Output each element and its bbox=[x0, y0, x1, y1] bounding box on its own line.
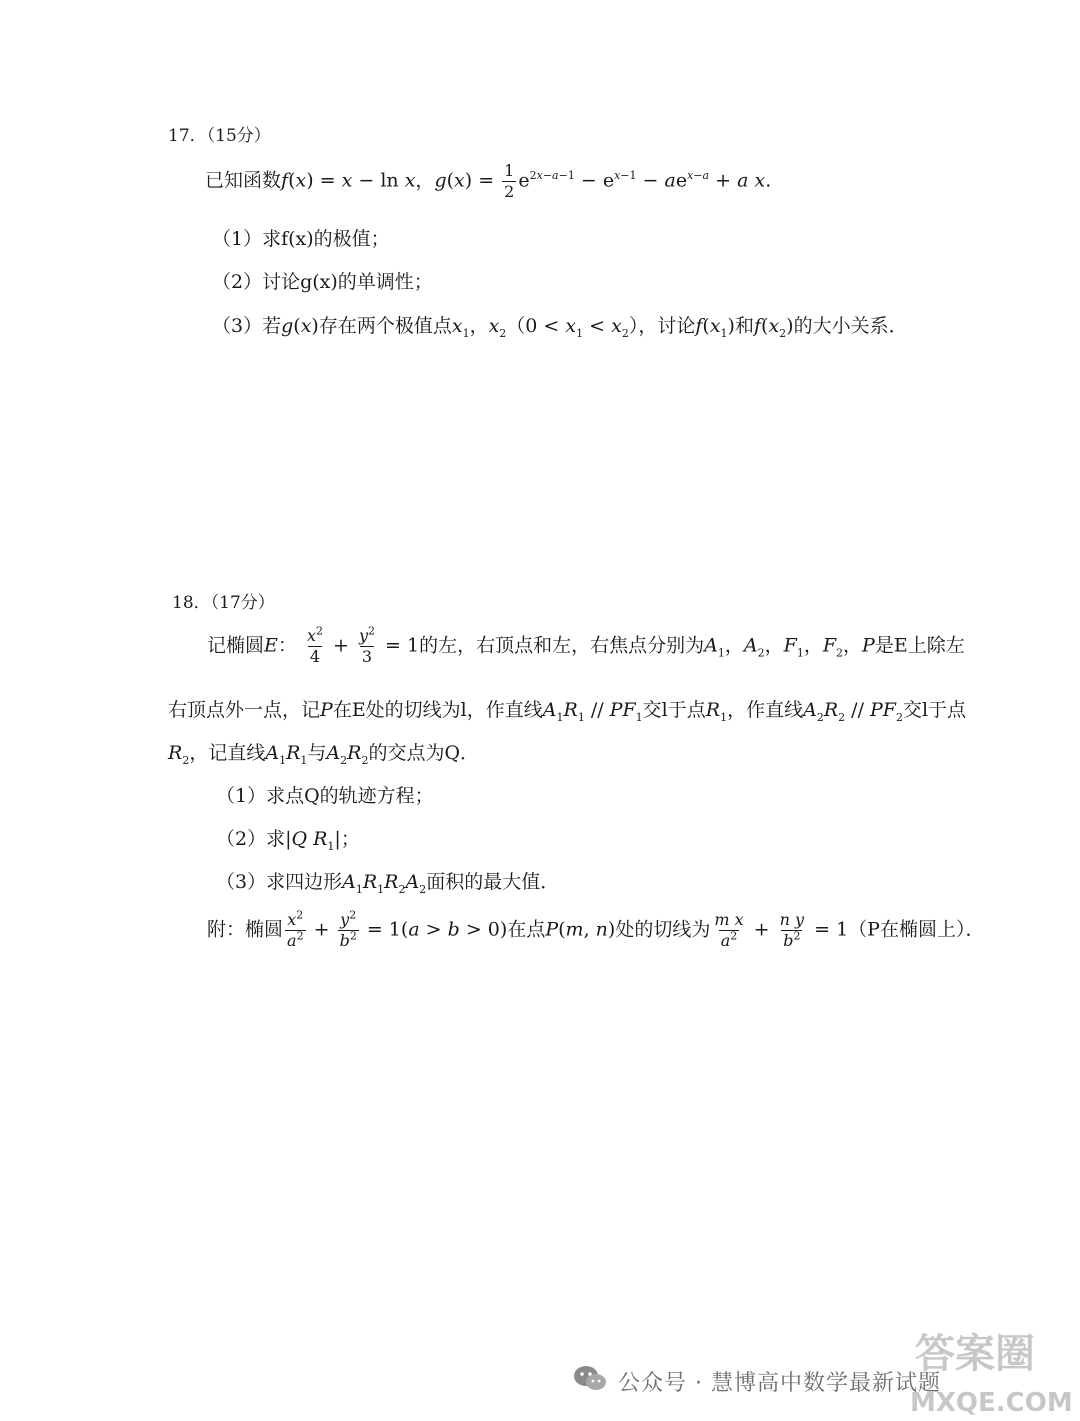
q17-number: 17．（15分） bbox=[168, 126, 271, 146]
wechat-icon bbox=[572, 1364, 608, 1394]
q18-line2: 右顶点外一点，记P在E处的切线为l，作直线$A_1R_1 // PF_1$交l于点$R_1$，作直线$A_2R_2 // PF_2$交l于点 bbox=[168, 699, 967, 724]
q18-number: 18．（17分） bbox=[172, 593, 275, 613]
q17-sub1: （1）求f(x)的极值； bbox=[212, 228, 390, 250]
watermark-text: 公众号 · 慧博高中数学最新试题 bbox=[618, 1371, 941, 1396]
q17-stem: 已知函数f(x) = x − ln x，g(x) = $\frac{1}{2}$ $e^{2x-a-1} - e^{x-1} - ae^{x-a} + a$ x. bbox=[205, 161, 772, 201]
watermark-logo: 答案圈 bbox=[915, 1331, 1035, 1377]
q18-sub3: （3）求四边形$A_1R_1R_2A_2$面积的最大值． bbox=[216, 871, 560, 896]
q17-sub2: （2）讨论g(x)的单调性； bbox=[212, 271, 433, 293]
q18-sub2: （2）求|Q $R_1|$； bbox=[216, 828, 360, 853]
q18-stem: 记椭圆E： $\frac{x^2}{4}$ + $\frac{y^2}{3}$ = 1的左，右顶点和左，右焦点分别为$A_1$，$A_2$，$F_1$，$F_2$，P是E上除左 bbox=[207, 624, 965, 666]
q18-line3: $R_2$，记直线$A_1R_1$与$A_2R_2$的交点为Q． bbox=[168, 742, 480, 767]
q17-score: （15分） bbox=[206, 126, 271, 146]
q18-score: （17分） bbox=[210, 593, 275, 613]
q17-sub3: （3）若g(x)存在两个极值点$x_1$，$x_2(0 < x_1 < x_2)$，讨论$f(x_1)$和$f(x_2)$的大小关系． bbox=[212, 315, 908, 340]
watermark-site: MXQE.COM bbox=[910, 1388, 1073, 1418]
q18-sub1: （1）求点Q的轨迹方程； bbox=[216, 785, 434, 807]
q18-appendix: 附：椭圆 $\frac{x^2}{a^2}$ + $\frac{y^2}{b^2}$ = 1(a > b > 0)在点P(m, n)处的切线为 $\frac{\text{m x}}{a^2}$ + $\frac{\text{n y}}{b^2}$ = 1（P在椭圆上）． bbox=[207, 908, 985, 950]
